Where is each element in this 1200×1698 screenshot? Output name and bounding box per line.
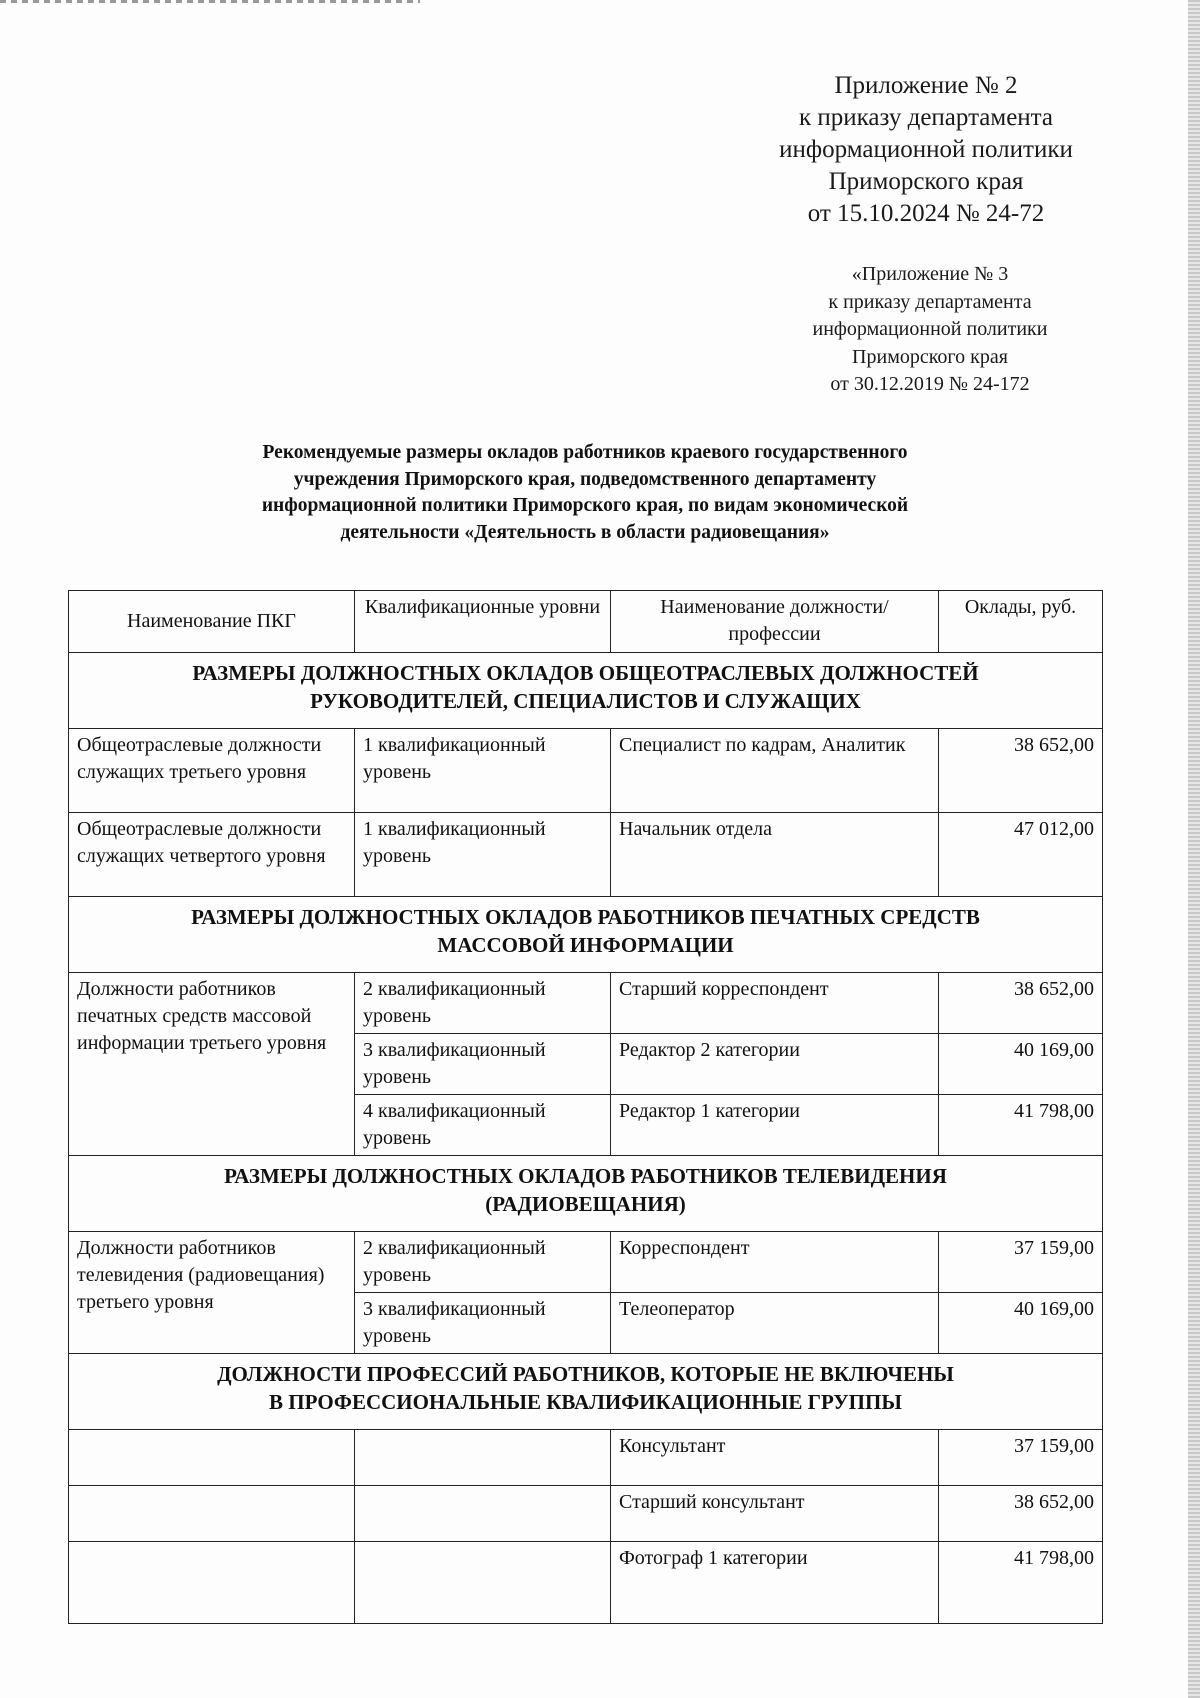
table-header-row [69, 591, 1103, 653]
section-3-title [69, 1156, 1103, 1232]
cell-salary: 38 652,00 [939, 1486, 1103, 1542]
section-3-title-line1: РАЗМЕРЫ ДОЛЖНОСТНЫХ ОКЛАДОВ РАБОТНИКОВ ТЕЛЕВИДЕНИЯ [224, 1164, 947, 1188]
cell-salary: 40 169,00 [939, 1034, 1103, 1095]
cell-position: Специалист по кадрам, Аналитик [611, 729, 939, 813]
header-levels: Квалификационные уровни [355, 591, 611, 653]
section-header-row [69, 897, 1103, 973]
cell-pkg: Общеотраслевые должности служащих третьего уровня [69, 729, 355, 813]
title-line4: деятельности «Деятельность в области радиовещания» [340, 521, 830, 543]
cell-level: 1 квалификационный уровень [355, 813, 611, 897]
cell-level: 4 квалификационный уровень [355, 1095, 611, 1156]
appendix-3-header [780, 261, 1080, 399]
cell-level: 2 квалификационный уровень [355, 1232, 611, 1293]
cell-level: 3 квалификационный уровень [355, 1293, 611, 1354]
header-pkg: Наименование ПКГ [69, 591, 355, 653]
cell-position: Консультант [611, 1430, 939, 1486]
cell-level: 1 квалификационный уровень [355, 729, 611, 813]
appendix-3-line5: от 30.12.2019 № 24-172 [830, 373, 1030, 395]
cell-level: 3 квалификационный уровень [355, 1034, 611, 1095]
cell-salary: 37 159,00 [939, 1232, 1103, 1293]
header-salary: Оклады, руб. [939, 591, 1103, 653]
cell-position: Старший корреспондент [611, 973, 939, 1034]
appendix-3-line2: к приказу департамента [828, 290, 1032, 313]
table-row [69, 813, 1103, 897]
section-2-title [69, 897, 1103, 973]
appendix-2-line1: Приложение № 2 [834, 72, 1018, 99]
title-line3: информационной политики Приморского края, по видам экономической [261, 495, 909, 516]
cell-empty [69, 1430, 355, 1486]
cell-empty [355, 1542, 611, 1624]
cell-empty [355, 1486, 611, 1542]
scan-right-edge [1188, 0, 1200, 1698]
section-4-title [69, 1354, 1103, 1430]
title-line1: Рекомендуемые размеры окладов работников краевого государственного [262, 442, 908, 463]
cell-pkg: Должности работников телевидения (радиовещания) третьего уровня [69, 1232, 355, 1354]
cell-position: Старший консультант [611, 1486, 939, 1542]
appendix-2-line3: информационной политики [779, 136, 1073, 163]
cell-salary: 47 012,00 [939, 813, 1103, 897]
title-line2: учреждения Приморского края, подведомственного департаменту [293, 468, 877, 490]
appendix-3-line4: Приморского края [852, 345, 1008, 368]
cell-position: Телеоператор [611, 1293, 939, 1354]
section-1-title-line2: РУКОВОДИТЕЛЕЙ, СПЕЦИАЛИСТОВ И СЛУЖАЩИХ [310, 689, 861, 713]
section-2-title-line1: РАЗМЕРЫ ДОЛЖНОСТНЫХ ОКЛАДОВ РАБОТНИКОВ ПЕЧАТНЫХ СРЕДСТВ [191, 905, 980, 929]
document-title [150, 440, 1020, 546]
cell-salary: 38 652,00 [939, 729, 1103, 813]
appendix-2-header [756, 70, 1096, 230]
cell-salary: 40 169,00 [939, 1293, 1103, 1354]
table-row [69, 973, 1103, 1034]
cell-salary: 41 798,00 [939, 1095, 1103, 1156]
section-header-row [69, 653, 1103, 729]
cell-position: Редактор 1 категории [611, 1095, 939, 1156]
table-row [69, 1486, 1103, 1542]
section-1-title [69, 653, 1103, 729]
cell-level: 2 квалификационный уровень [355, 973, 611, 1034]
table-row [69, 1542, 1103, 1624]
cell-salary: 37 159,00 [939, 1430, 1103, 1486]
cell-salary: 38 652,00 [939, 973, 1103, 1034]
cell-position: Фотограф 1 категории [611, 1542, 939, 1624]
header-position: Наименование должности/профессии [611, 591, 939, 653]
table-row [69, 1232, 1103, 1293]
section-3-title-line2: (РАДИОВЕЩАНИЯ) [485, 1192, 686, 1216]
cell-empty [69, 1542, 355, 1624]
salary-table [68, 590, 1103, 1624]
section-4-title-line1: ДОЛЖНОСТИ ПРОФЕССИЙ РАБОТНИКОВ, КОТОРЫЕ НЕ ВКЛЮЧЕНЫ [217, 1362, 954, 1386]
cell-empty [69, 1486, 355, 1542]
cell-salary: 41 798,00 [939, 1542, 1103, 1624]
table-row [69, 729, 1103, 813]
cell-empty [355, 1430, 611, 1486]
cell-pkg: Общеотраслевые должности служащих четвертого уровня [69, 813, 355, 897]
appendix-2-line4: Приморского края [828, 168, 1024, 195]
appendix-3-line1: «Приложение № 3 [851, 263, 1009, 285]
section-4-title-line2: В ПРОФЕССИОНАЛЬНЫЕ КВАЛИФИКАЦИОННЫЕ ГРУППЫ [269, 1390, 902, 1414]
section-header-row [69, 1156, 1103, 1232]
scan-top-edge [0, 0, 420, 3]
table-row [69, 1430, 1103, 1486]
cell-position: Корреспондент [611, 1232, 939, 1293]
appendix-2-line5: от 15.10.2024 № 24-72 [807, 200, 1045, 227]
section-1-title-line1: РАЗМЕРЫ ДОЛЖНОСТНЫХ ОКЛАДОВ ОБЩЕОТРАСЛЕВЫХ ДОЛЖНОСТЕЙ [192, 661, 979, 685]
cell-position: Редактор 2 категории [611, 1034, 939, 1095]
cell-pkg: Должности работников печатных средств массовой информации третьего уровня [69, 973, 355, 1156]
appendix-2-line2: к приказу департамента [798, 104, 1054, 131]
cell-position: Начальник отдела [611, 813, 939, 897]
section-header-row [69, 1354, 1103, 1430]
section-2-title-line2: МАССОВОЙ ИНФОРМАЦИИ [437, 933, 734, 957]
appendix-3-line3: информационной политики [812, 318, 1048, 340]
